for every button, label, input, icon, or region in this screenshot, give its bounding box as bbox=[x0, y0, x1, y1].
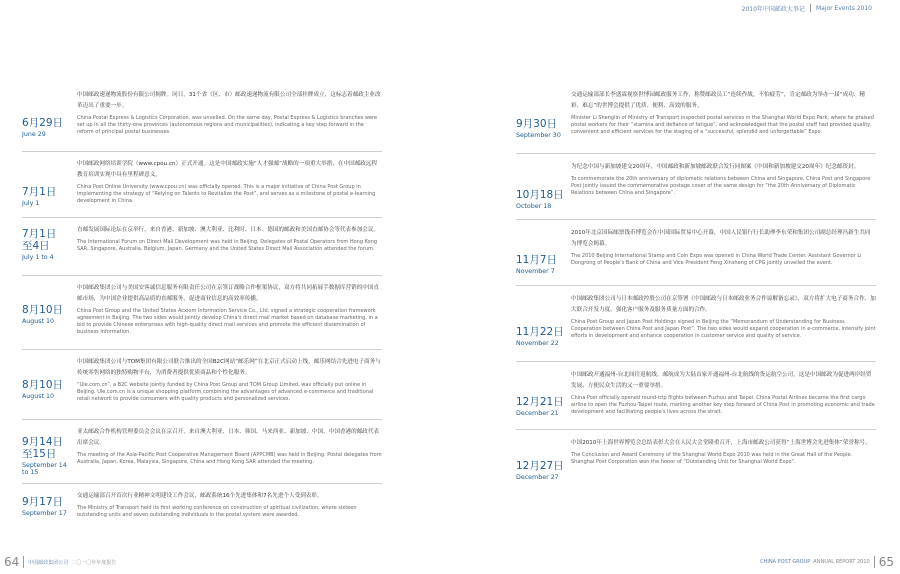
event-text bbox=[77, 159, 382, 205]
event-date-en: December 27 bbox=[516, 474, 559, 481]
event-date-cn: 8月10日 bbox=[22, 304, 64, 316]
event-date-cn: 6月29日 bbox=[22, 117, 64, 129]
event-text-cn: 中国邮政网络培训学院（www.cpou.cn）正式开通。这是中国邮政实施“人才强邮”战略的一项重大举措，在中国邮政远程教育培训实现中具有里程碑意义。 bbox=[77, 161, 378, 178]
event-text-en: The 2010 Beijing International Stamp and Coin Expo was opened in China World Trade Center. Assistant Governor Li Dongrong of People's Bank of China and Vice President Feng Xinsheng of CPG jointly unveiled the event. bbox=[571, 253, 862, 266]
event-text-cn: 中国邮政速递物流股份有限公司揭牌。同日，31个省（区、市）邮政速递物流有限公司全部挂牌成立，这标志着邮政主业改革迈出了重要一步。 bbox=[77, 92, 381, 109]
event-date-cn: 11月22日 bbox=[516, 326, 564, 338]
event-date bbox=[22, 379, 74, 400]
event-text bbox=[571, 90, 876, 136]
event-date bbox=[22, 228, 74, 261]
event-text-cn: 交通运输部部长李盛霖视察世博园邮政服务工作，称赞邮政员工“连续作战，不怕疲劳”，肯定邮政为举办一届“成功、精彩、难忘”的世博会提供了优质、便利、高效的服务。 bbox=[571, 92, 865, 109]
event-date-en: September 14 to 15 bbox=[22, 462, 67, 476]
event-date bbox=[22, 304, 74, 325]
event-text bbox=[77, 427, 382, 466]
event-date-en: August 10 bbox=[22, 318, 55, 325]
event-date-en: July 1 bbox=[22, 200, 40, 207]
event-entry bbox=[516, 286, 876, 362]
event-text bbox=[77, 357, 382, 403]
event-date bbox=[22, 117, 74, 138]
event-text-cn: 交通运输部召开首次行业精神文明建设工作会议，邮政系统16个先进集体和7名先进个人受到表彰。 bbox=[77, 493, 323, 499]
event-date-cn: 11月7日 bbox=[516, 254, 558, 266]
event-date bbox=[22, 436, 74, 476]
event-entry bbox=[22, 420, 382, 484]
event-date-cn: 9月14日至15日 bbox=[22, 436, 64, 460]
event-entry bbox=[516, 220, 876, 286]
event-date-en: June 29 bbox=[22, 131, 46, 138]
left-column bbox=[22, 86, 382, 529]
event-text-cn: 2010年北京国际邮票钱币博览会在中国国际贸易中心开幕，中国人民银行行长助理李东荣和集团公司副总经理冯新生共同为博览会揭幕。 bbox=[571, 230, 871, 247]
event-entry bbox=[22, 152, 382, 218]
event-text-cn: 为纪念中国与新加坡建交20周年，中国邮政和新加坡邮政联合发行同图案《中国和新加坡建交20周年》纪念邮资封。 bbox=[571, 164, 860, 170]
footer-divider bbox=[874, 556, 875, 568]
event-date bbox=[516, 460, 568, 481]
page-header bbox=[742, 1, 872, 15]
event-text-en: China Postal Express & Logistics Corporation. was unveiled. On the same day, Postal Express & Logistics branches were set up in all the thirty-one provinces (autonomous regions and municipalities), indicating a key step forward in the reform of principal postal businesses. bbox=[77, 115, 378, 135]
event-text-cn: 亚太邮政合作机构管理委员会会议在京召开，来自澳大利亚、日本、韩国、马来西亚、新加坡、中国、中国香港的邮政代表出席会议。 bbox=[77, 429, 380, 446]
event-text-cn: 中国邮政集团公司与日本邮政控股公司在京签署《中国邮政与日本邮政业务合作谅解备忘录》，双方将扩大电子商务合作、加大联合开发力度、强化客户服务及服务质量方面的合作。 bbox=[571, 296, 876, 313]
event-text-cn: 中国邮政集团公司与美国安客诚信息服务有限责任公司在京签订战略合作框架协议，双方将共同拓展手数据库营销的中国直邮市场，为中国企业提供高品质的直邮服务，促进商业信息的高效率传播。 bbox=[77, 285, 380, 302]
event-date-en: August 10 bbox=[22, 393, 55, 400]
event-text-cn: 中国2010年上海世界博览会总结表彰大会在人民大会堂隆重召开，上海市邮政公司获得“上海世博会先进集体”荣誉称号。 bbox=[571, 440, 871, 446]
footer-subtitle-cn: 二〇一〇年年度报告 bbox=[71, 559, 117, 566]
event-date-cn: 7月1日 bbox=[22, 186, 57, 198]
event-date-cn: 10月18日 bbox=[516, 189, 564, 201]
event-date-en: October 18 bbox=[516, 203, 552, 210]
event-date-cn: 8月10日 bbox=[22, 379, 64, 391]
footer-title-cn: 中国邮政集团公司 bbox=[28, 559, 69, 566]
event-text bbox=[77, 283, 382, 336]
footer-subtitle-en: ANNUAL REPORT 2010 bbox=[813, 559, 870, 565]
event-text-en: China Post Group and the United States Acxiom Information Service Co., Ltd. signed a strategic cooperation framework agreement in Beijing. The two sides would jointly develop China's direct mail market based on database marketing, in a bid to provide Chinese enterprises with high-quality direct mail services and promote the efficient dissemination of business information. bbox=[77, 308, 378, 335]
event-text-en: The International Forum on Direct Mail Development was held in Beijing. Delegates of Postal Operators from Hong Kong SAR, Singapore, Australia, Belgium, Japan, Germany and the United States Direct Mail Association attended the forum. bbox=[77, 239, 378, 252]
event-entry bbox=[516, 362, 876, 430]
page-number-right: 65 bbox=[878, 555, 894, 569]
event-date-cn: 7月1日至4日 bbox=[22, 228, 57, 252]
event-date-cn: 9月30日 bbox=[516, 118, 558, 130]
event-date-en: December 21 bbox=[516, 410, 559, 417]
event-text bbox=[77, 491, 382, 519]
event-entry bbox=[516, 154, 876, 220]
event-entry bbox=[516, 430, 876, 496]
footer-title-en: CHINA POST GROUP bbox=[760, 559, 811, 565]
event-date-en: September 30 bbox=[516, 132, 561, 139]
event-date bbox=[516, 254, 568, 275]
event-entry bbox=[22, 484, 382, 529]
event-text-en: China Post Online University (www.cpou.cn) was officially opened. This is a major initiative of China Post Group in implementing the strategy of “Relying on Talents to Revitalize the Post”, and serves as a milestone of postal e-learning development in China. bbox=[77, 184, 376, 204]
header-title-cn: 2010年中国邮政大事记 bbox=[741, 5, 805, 13]
header-divider bbox=[810, 4, 811, 12]
event-text-en: To commemorate the 20th anniversary of diplomatic relations between China and Singapore, China Post and Singapore Post jointly issued the commemorative postage cover of the same design for “the 20th Anniversary of Diplomatic Relations between China and Singapore”. bbox=[571, 176, 871, 196]
footer-divider bbox=[23, 556, 24, 568]
event-text bbox=[77, 225, 382, 253]
event-text-en: “Ule.com.cn”, a B2C website jointly funded by China Post Group and TOM Group Limited, was officially put online in Beijing. Ule.com.cn is a unique shopping platform combining the advantages of advanced e-commerce and traditional retail network to provide consumers with quality products and personalized services. bbox=[77, 382, 374, 402]
footer-left bbox=[4, 555, 116, 569]
event-date bbox=[22, 496, 74, 517]
event-date-en: September 17 bbox=[22, 510, 67, 517]
event-text bbox=[571, 438, 876, 466]
right-column bbox=[516, 86, 876, 496]
event-entry bbox=[516, 86, 876, 154]
event-text-en: Minister Li Shenglin of Ministry of Transport inspected postal services in the Shanghai World Expo Park, where he praised postal workers for their “stamina and defiance of fatigue”, and acknowledged that the postal staff had provided quality, convenient and efficient services for the staging of a “successful, splendid and unforgettable” Expo. bbox=[571, 115, 874, 135]
event-date bbox=[516, 326, 568, 347]
event-date bbox=[516, 396, 568, 417]
event-date-en: November 7 bbox=[516, 268, 555, 275]
footer-right bbox=[760, 555, 894, 569]
event-date bbox=[516, 189, 568, 210]
event-text-cn: 中国邮政集团公司与TOM集团有限公司联合推出的全国B2C网站“邮乐网”在北京正式启动上线，邮乐网结合先进电子商务与传统零售网络的独特购物平台，为消费者提供优质商品和个性化服务。 bbox=[77, 359, 381, 376]
event-text bbox=[571, 294, 876, 340]
event-entry bbox=[22, 276, 382, 350]
event-text-cn: 直邮发展国际论坛在京举行，来自香港、新加坡、澳大利亚、比利时、日本、德国的邮政和美国直邮协会等代表参加会议。 bbox=[77, 227, 380, 233]
event-date bbox=[516, 118, 568, 139]
page-number-left: 64 bbox=[4, 555, 20, 569]
event-text bbox=[571, 370, 876, 416]
event-date-en: November 22 bbox=[516, 340, 559, 347]
event-date-cn: 9月17日 bbox=[22, 496, 64, 508]
event-text-en: The Conclusion and Award Ceremony of the Shanghai World Expo 2010 was held in the Great Hall of the People. Shanghai Post Corporation won the honor of “Outstanding Unit for Shanghai World Expo”. bbox=[571, 452, 853, 465]
event-date-cn: 12月27日 bbox=[516, 460, 564, 472]
event-entry bbox=[22, 86, 382, 152]
event-entry bbox=[22, 350, 382, 420]
event-text-cn: 中国邮政开通福州-台北间往返航线。邮航成为大陆首家开通福州-台北航线的货运航空公司，这是中国邮政为促进两岸经贸发展、方便民众生活的又一重要举措。 bbox=[571, 372, 872, 389]
event-text-en: The Ministry of Transport held its first working conference on construction of spiritual civilization, where sixteen outstanding units and seven outstanding individuals in the postal system were awarded. bbox=[77, 505, 357, 518]
event-text bbox=[77, 90, 382, 136]
event-date-cn: 12月21日 bbox=[516, 396, 564, 408]
event-date bbox=[22, 186, 74, 207]
event-text bbox=[571, 162, 876, 197]
event-date-en: July 1 to 4 bbox=[22, 254, 54, 261]
event-text-en: China Post Group and Japan Post Holdings signed in Beijing the “Memorandum of Understanding for Business Cooperation between China Post and Japan Post”. The two sides would expand cooperation in e-commerce, intensify joint efforts in development and enhance cooperation in customer service and quality of service. bbox=[571, 319, 876, 339]
event-text-en: The meeting of the Asia-Pacific Post Cooperative Management Board (APPCMB) was held in Beijing. Postal delegates from Australia, Japan, Korea, Malaysia, Singapore, China and Hong Kong SAR attended the meeting. bbox=[77, 452, 382, 465]
event-text-en: China Post officially opened round-trip flights between Fuzhou and Taipei. China Postal Airlines became the first cargo airline to open the Fuzhou-Taipei route, marking another key step forward of China Post in promoting economic and trade development and facilitating people's lives across the strait. bbox=[571, 395, 875, 415]
event-text bbox=[571, 228, 876, 267]
event-entry bbox=[22, 218, 382, 276]
header-title-en: Major Events 2010 bbox=[815, 4, 872, 12]
